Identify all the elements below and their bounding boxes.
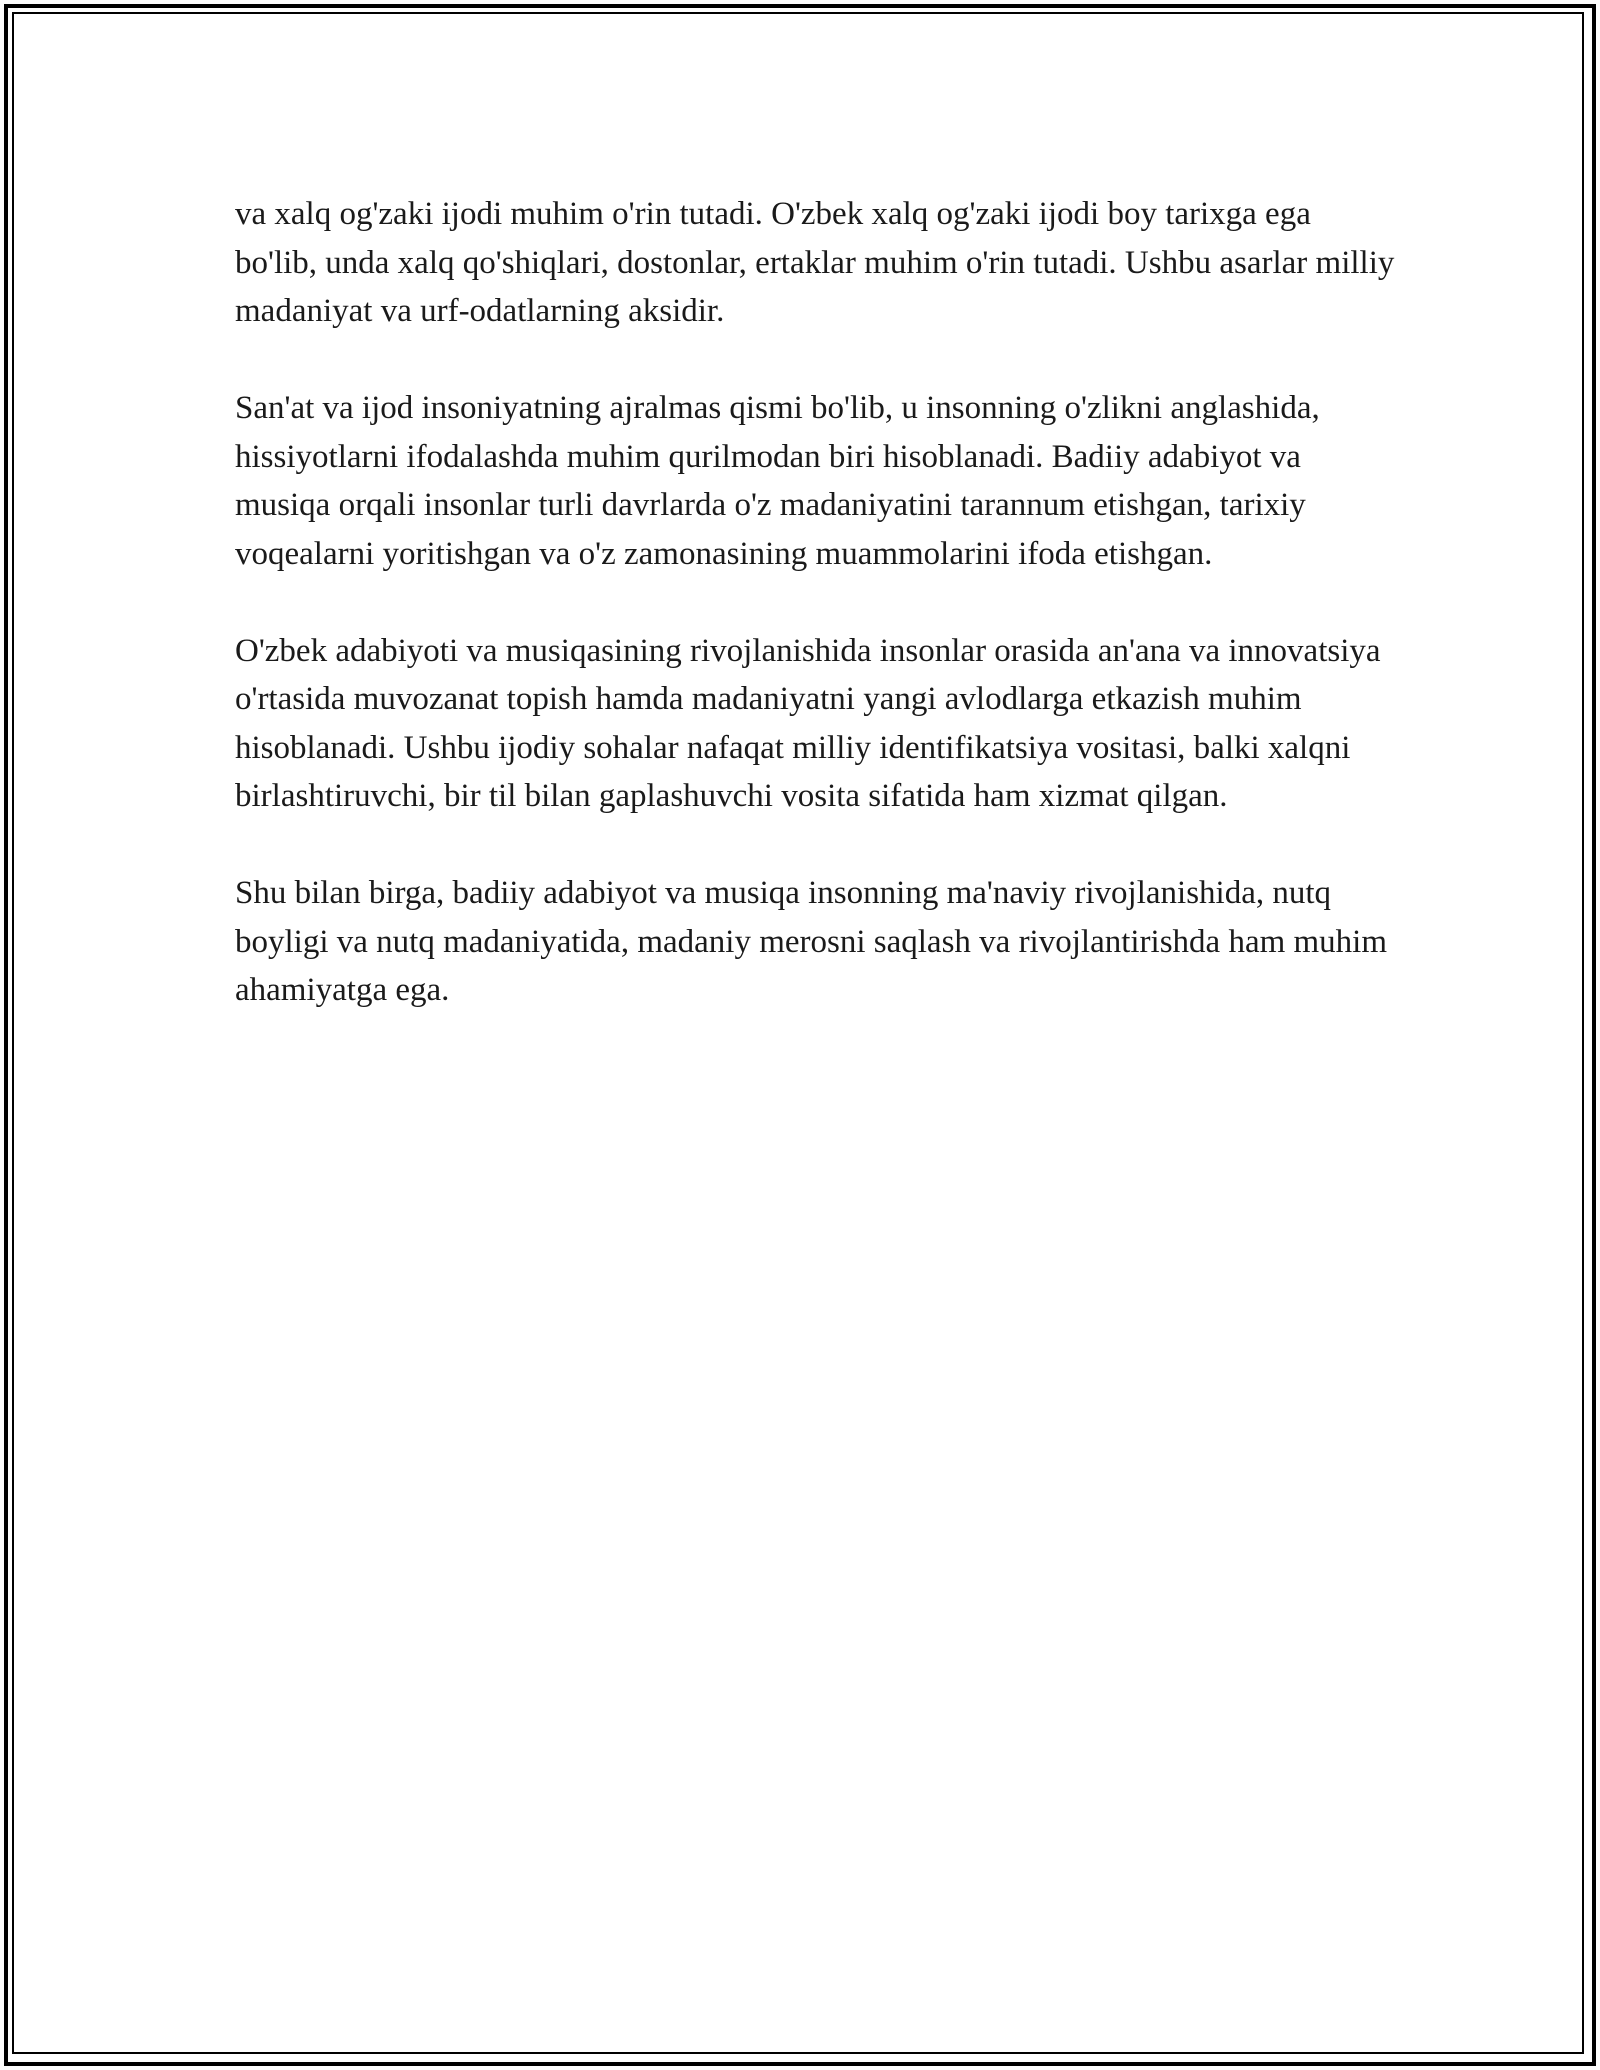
paragraph-1: va xalq og'zaki ijodi muhim o'rin tutadi. O'zbek xalq og'zaki ijodi boy tarixga ega bo'lib, unda xalq qo'shiqlari, dostonlar, ertaklar muhim o'rin tutadi. Ushbu asarlar milliy madaniyat va urf-odatlarning aksidir. [235,196,1395,329]
document-body [235,190,1395,1063]
paragraph-3: O'zbek adabiyoti va musiqasining rivojlanishida insonlar orasida an'ana va innovatsiya o'rtasida muvozanat topish hamda madaniyatni yangi avlodlarga etkazish muhim hisoblanadi. Ushbu ijodiy sohalar nafaqat milliy identifikatsiya vositasi, balki xalqni birlashtiruvchi, bir til bilan gaplashuvchi vosita sifatida ham xizmat qilgan. [235,632,1381,814]
paragraph-2: San'at va ijod insoniyatning ajralmas qismi bo'lib, u insonning o'zlikni anglashida, hissiyotlarni ifodalashda muhim qurilmodan biri hisoblanadi. Badiiy adabiyot va musiqa orqali insonlar turli davrlarda o'z madaniyatini tarannum etishgan, tarixiy voqealarni yoritishgan va o'z zamonasining muammolarini ifoda etishgan. [235,390,1320,572]
paragraph-4: Shu bilan birga, badiiy adabiyot va musiqa insonning ma'naviy rivojlanishida, nutq boyligi va nutq madaniyatida, madaniy merosni saqlash va rivojlantirishda ham muhim ahamiyatga ega. [235,875,1388,1008]
